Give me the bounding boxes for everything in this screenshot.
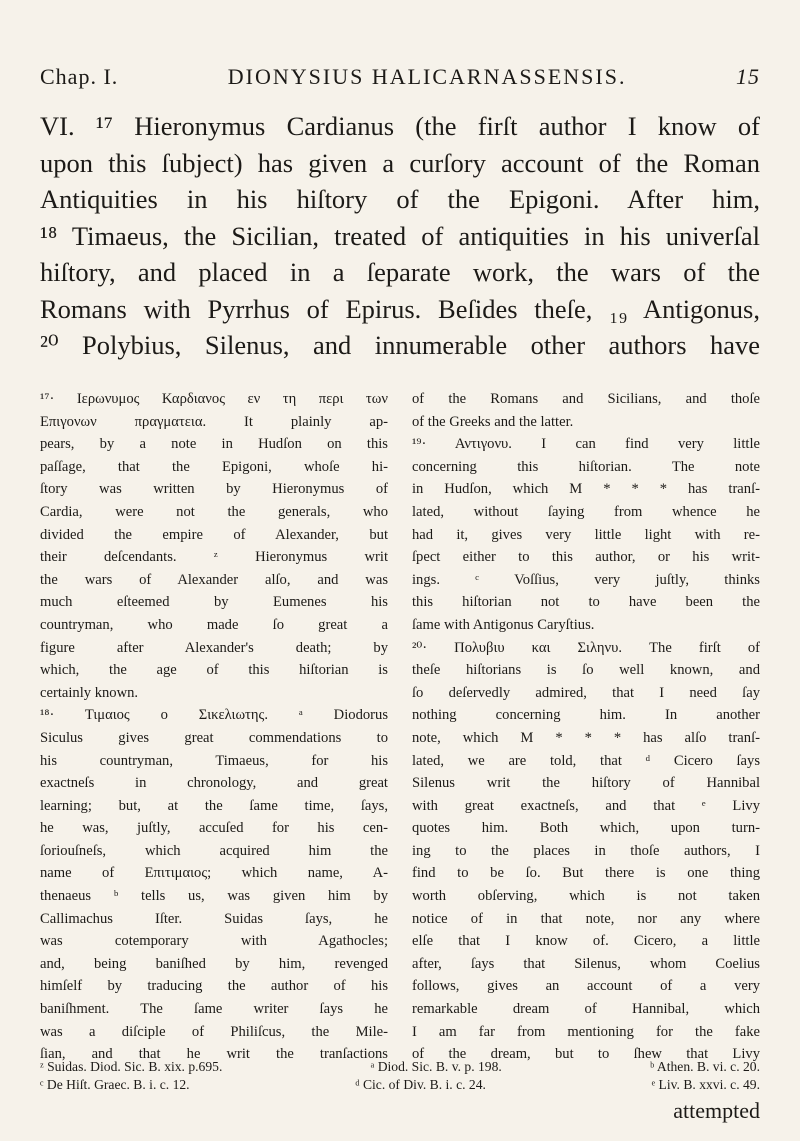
page-number: 15 (736, 64, 760, 89)
note-line: find to be ſo. But there is one thing (412, 865, 760, 882)
footnotes (40, 1058, 760, 1094)
footnote-row (40, 1058, 760, 1076)
note-line: name of Επιτιμαιος; which name, A- (40, 865, 388, 882)
footnote: ᶜ De Hiſt. Graec. B. i. c. 12. (40, 1077, 190, 1092)
note-line: of the Greeks and the latter. (412, 413, 574, 430)
main-text-line: Romans with Pyrrhus of Epirus. Beſides theſe, ₁₉ Antigonus, (40, 293, 760, 324)
note-line: learning; but, at the ſame time, ſays, (40, 797, 388, 814)
note-line: notice of in that note, nor any where (412, 910, 760, 927)
note-line: his countryman, Timaeus, for his (40, 752, 388, 769)
note-line: Callimachus Iſter. Suidas ſays, he (40, 910, 388, 927)
note-line: worth obſerving, which is not taken (412, 888, 760, 905)
running-header (40, 64, 760, 90)
footnote: ᶻ Suidas. Diod. Sic. B. xix. p.695. (40, 1059, 223, 1074)
main-text-line: VI. ¹⁷ Hieronymus Cardianus (the firſt author I know of (40, 111, 760, 141)
note-line: which, the age of this hiſtorian is (40, 662, 388, 679)
note-line: was a diſciple of Philiſcus, the Mile- (40, 1023, 388, 1040)
note-line: figure after Alexander's death; by (40, 639, 388, 656)
note-line: ings. ᶜ Voſſius, very juſtly, thinks (412, 571, 760, 588)
main-text-line: upon this ſubject) has given a curſory account of the Roman (40, 147, 760, 178)
note-line: the wars of Alexander alſo, and was (40, 571, 388, 588)
note-line: much eſteemed by Eumenes his (40, 594, 388, 611)
main-text-line: Antiquities in his hiſtory of the Epigoni. After him, (40, 184, 760, 214)
note-line: Siculus gives great commendations to (40, 729, 388, 746)
note-line: ſame with Antigonus Caryſtius. (412, 616, 595, 633)
footnote: ᵈ Cic. of Div. B. i. c. 24. (355, 1077, 486, 1092)
notes-columns (40, 388, 760, 1066)
note-line: this hiſtorian not to have been the (412, 594, 760, 611)
main-text-line: hiſtory, and placed in a ſeparate work, the wars of the (40, 257, 760, 287)
note-line: lated, we are told, that ᵈ Cicero ſays (412, 752, 760, 769)
note-line: divided the empire of Alexander, but (40, 526, 388, 543)
note-line: nothing concerning him. In another (412, 707, 760, 724)
note-line: elſe that I know of. Cicero, a little (412, 933, 760, 950)
note-line: ſpect either to this author, or his writ- (412, 549, 760, 566)
note-line: I am far from mentioning for the fake (412, 1023, 760, 1040)
footnote-row (40, 1076, 760, 1094)
note-line: paſſage, that the Epigoni, whoſe hi- (40, 458, 388, 475)
note-line: remarkable dream of Hannibal, which (412, 1001, 760, 1018)
footnote: ᵉ Liv. B. xxvi. c. 49. (651, 1077, 760, 1092)
note-line: follows, gives an account of a very (412, 978, 760, 995)
note-line: of the Romans and Sicilians, and thoſe (412, 391, 760, 407)
note-line: baniſhment. The ſame writer ſays he (40, 1001, 388, 1018)
note-line: Silenus writ the hiſtory of Hannibal (412, 775, 760, 792)
catchword: attempted (673, 1098, 760, 1123)
note-line: their deſcendants. ᶻ Hieronymus writ (40, 549, 388, 566)
note-line: ¹⁹· Αντιγονυ. I can find very little (412, 436, 760, 453)
note-line: after, ſays that Silenus, whom Coelius (412, 955, 760, 972)
note-line: and, being baniſhed by him, revenged (40, 955, 388, 972)
note-line: ſtory was written by Hieronymus of (40, 481, 388, 498)
running-title: DIONYSIUS HALICARNASSENSIS. (227, 64, 627, 89)
note-line: Cardia, were not the generals, who (40, 503, 388, 520)
left-notes-column (40, 388, 388, 1066)
note-line: with great exactneſs, and that ᵉ Livy (412, 797, 760, 814)
note-line: Επιγονων πραγματεια. It plainly ap- (40, 413, 388, 430)
note-line: thenaeus ᵇ tells us, was given him by (40, 888, 388, 905)
note-line: ſian, and that he writ the tranſactions (40, 1046, 388, 1063)
note-line: he was, juſtly, accuſed for his cen- (40, 820, 388, 837)
main-text-line: ¹⁸ Timaeus, the Sicilian, treated of antiquities in his univerſal (40, 220, 760, 251)
main-text (40, 108, 760, 364)
note-line: ſoriouſneſs, which acquired him the (40, 842, 388, 859)
note-line: himſelf by traducing the author of his (40, 978, 388, 995)
right-notes-column (412, 388, 760, 1066)
footnote: ᵇ Athen. B. vi. c. 20. (650, 1059, 760, 1074)
note-line: in Hudſon, which M * * * has tranſ- (412, 481, 760, 498)
note-line: note, which M * * * has alſo tranſ- (412, 729, 760, 746)
note-line: ing to the places in thoſe authors, I (412, 842, 760, 859)
note-line: certainly known. (40, 684, 139, 701)
note-line: of the dream, but to ſhew that Livy (412, 1046, 760, 1063)
footnote: ᵃ Diod. Sic. B. v. p. 198. (370, 1059, 502, 1074)
note-line: had it, gives very little light with re- (412, 526, 760, 543)
chapter-label: Chap. I. (40, 64, 119, 89)
note-line: ſo deſervedly admired, that I need ſay (412, 684, 760, 701)
note-line: concerning this hiſtorian. The note (412, 458, 760, 475)
note-line: ²⁰· Πολυβιυ και Σιληνυ. The firſt of (412, 639, 760, 656)
note-line: lated, without ſaying from whence he (412, 503, 760, 520)
note-line: quotes him. Both which, upon turn- (412, 820, 760, 837)
note-line: ¹⁸· Τιμαιος ο Σικελιωτης. ᵃ Diodorus (40, 707, 388, 724)
note-line: theſe hiſtorians is ſo well known, and (412, 662, 760, 679)
note-line: countryman, who made ſo great a (40, 616, 388, 633)
note-line: pears, by a note in Hudſon on this (40, 436, 388, 453)
note-line: was cotemporary with Agathocles; (40, 933, 388, 950)
main-text-line: ²⁰ Polybius, Silenus, and innumerable other authors have (40, 330, 760, 360)
note-line: ¹⁷· Ιερωνυμος Καρδιανος εν τη περι των (40, 391, 388, 407)
note-line: exactneſs in chronology, and great (40, 775, 388, 792)
